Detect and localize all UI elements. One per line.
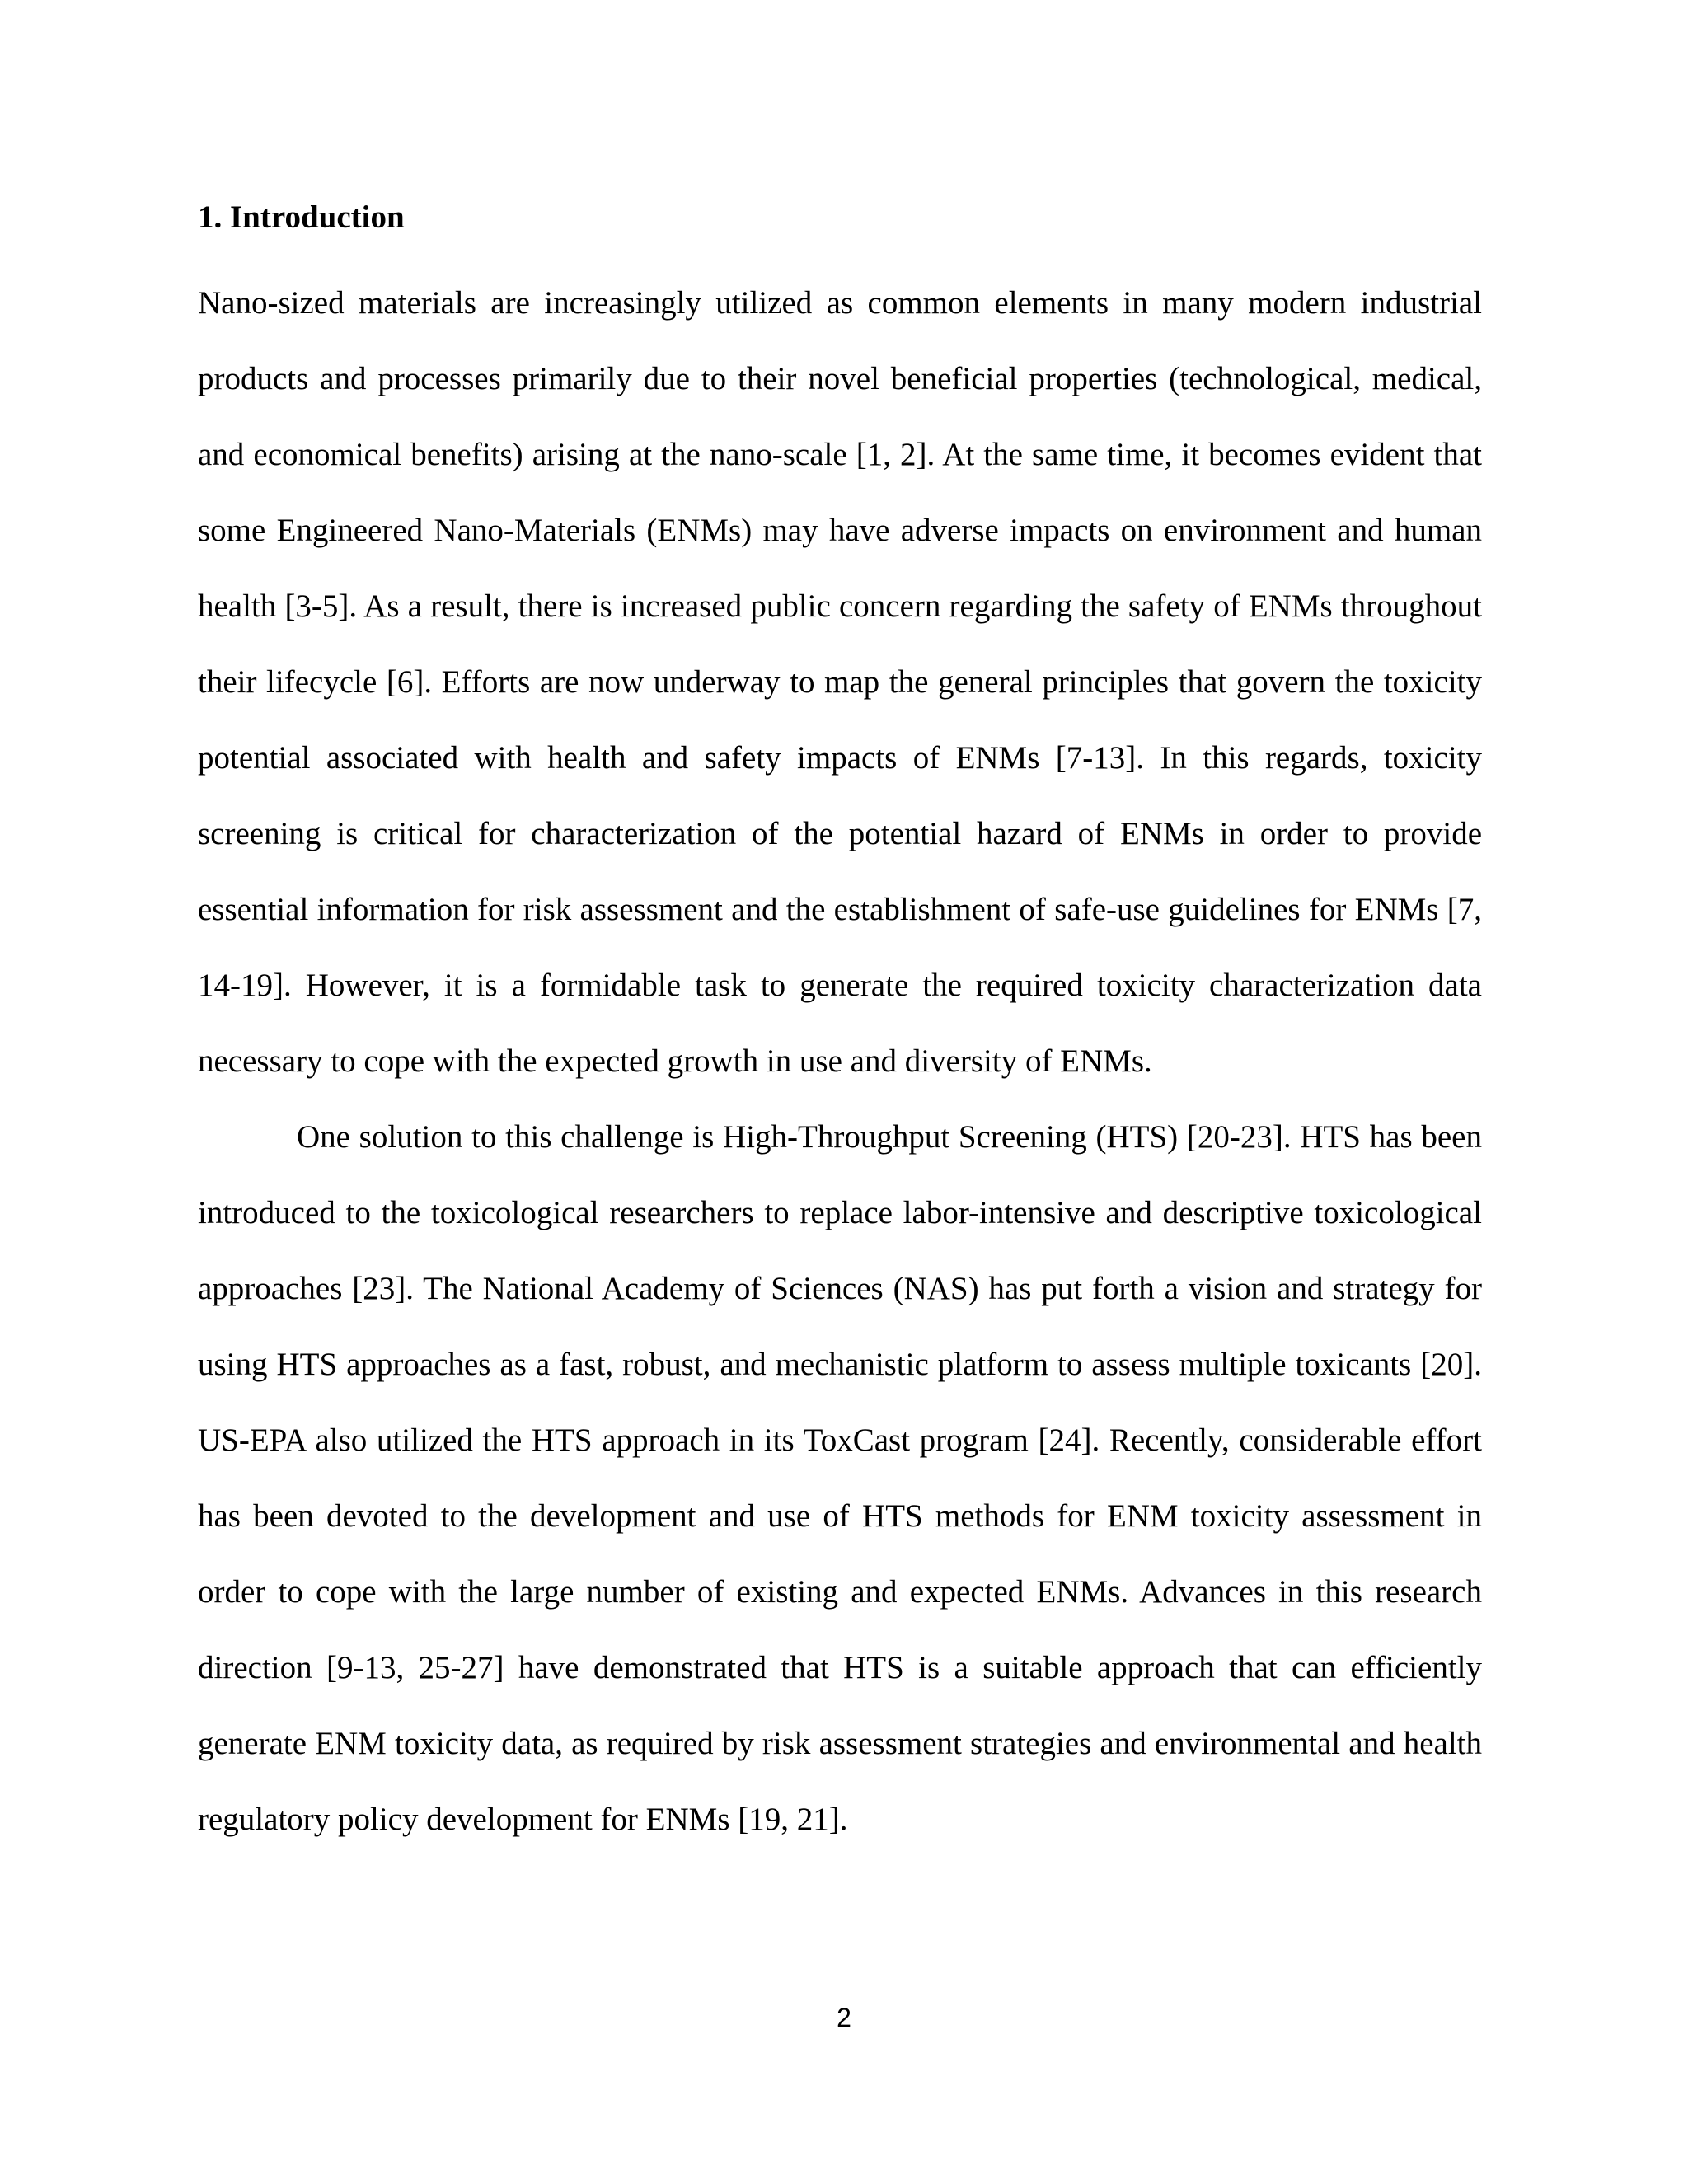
page-number: 2 xyxy=(837,2003,851,2032)
section-heading: 1. Introduction xyxy=(198,199,405,235)
page-content xyxy=(198,196,1482,1858)
paragraph-2: One solution to this challenge is High-Throughput Screening (HTS) [20-23]. HTS has been introduced to the toxicological researchers to replace labor-intensive and descriptive toxicological approaches [23]. The National Academy of Sciences (NAS) has put forth a vision and strategy for using HTS approaches as a fast, robust, and mechanistic platform to assess multiple toxicants [20]. US-EPA also utilized the HTS approach in its ToxCast program [24]. Recently, considerable effort has been devoted to the development and use of HTS methods for ENM toxicity assessment in order to cope with the large number of existing and expected ENMs. Advances in this research direction [9-13, 25-27] have demonstrated that HTS is a suitable approach that can efficiently generate ENM toxicity data, as required by risk assessment strategies and environmental and health regulatory policy development for ENMs [19, 21]. xyxy=(198,1119,1482,1837)
paragraph-1: Nano-sized materials are increasingly utilized as common elements in many modern industrial products and processes primarily due to their novel beneficial properties (technological, medical, and economical benefits) arising at the nano-scale [1, 2]. At the same time, it becomes evident that some Engineered Nano-Materials (ENMs) may have adverse impacts on environment and human health [3-5]. As a result, there is increased public concern regarding the safety of ENMs throughout their lifecycle [6]. Efforts are now underway to map the general principles that govern the toxicity potential associated with health and safety impacts of ENMs [7-13]. In this regards, toxicity screening is critical for characterization of the potential hazard of ENMs in order to provide essential information for risk assessment and the establishment of safe-use guidelines for ENMs [7, 14-19]. However, it is a formidable task to generate the required toxicity characterization data necessary to cope with the expected growth in use and diversity of ENMs. xyxy=(198,285,1482,1079)
